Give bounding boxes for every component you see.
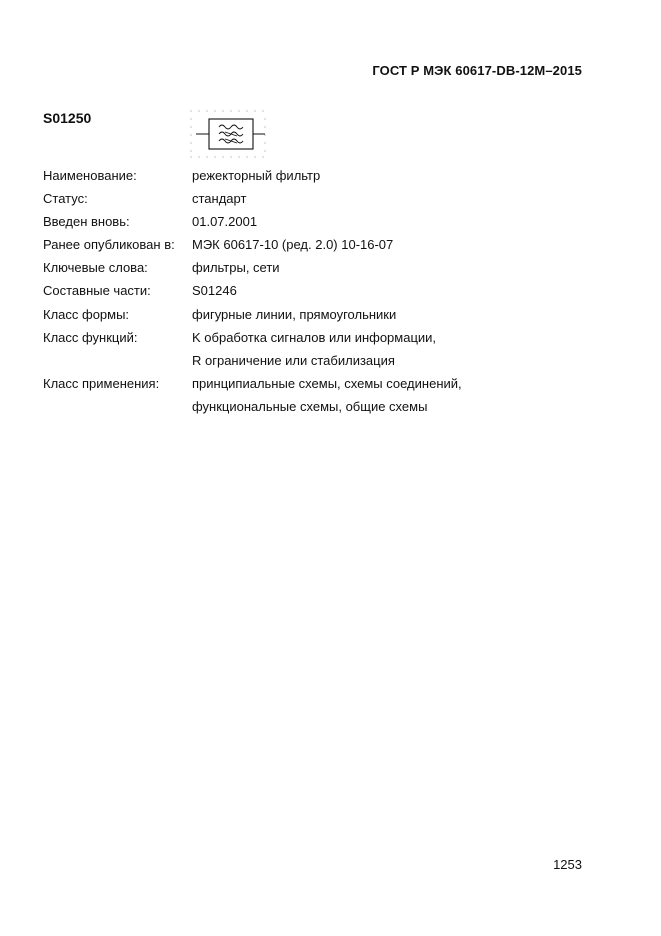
band-stop-filter-symbol-icon (190, 110, 270, 158)
property-value-line: фигурные линии, прямоугольники (192, 306, 397, 322)
property-label: Класс формы: (43, 306, 130, 322)
property-label: Наименование: (43, 168, 137, 183)
property-label: Класс применения: (43, 375, 160, 391)
property-value-line: 01.07.2001 (192, 214, 258, 230)
property-value-line: принципиальные схемы, схемы соединений, (192, 375, 462, 391)
symbol-properties (43, 164, 603, 418)
property-value-line: функциональные схемы, общие схемы (192, 398, 428, 414)
property-value-line: S01246 (192, 283, 237, 299)
property-row-components (43, 279, 603, 302)
property-value (192, 187, 603, 210)
property-value-line: R ограничение или стабилизация (192, 352, 395, 368)
property-row-status (43, 187, 603, 210)
property-label: Класс функций: (43, 329, 138, 345)
property-value-line: МЭК 60617-10 (ред. 2.0) 10-16-07 (192, 237, 394, 253)
property-label: Ключевые слова: (43, 260, 148, 276)
property-value (192, 372, 603, 418)
property-label: Составные части: (43, 283, 151, 299)
property-row-keywords (43, 256, 603, 279)
property-value-line: стандарт (192, 191, 247, 207)
property-label: Ранее опубликован в: (43, 237, 175, 253)
property-value-line: K обработка сигналов или информации, (192, 329, 437, 345)
property-row-function-class (43, 326, 603, 372)
property-label: Введен вновь: (43, 214, 130, 230)
property-row-name (43, 164, 603, 187)
property-value (192, 233, 603, 256)
document-standard-title: ГОСТ Р МЭК 60617-DB-12M–2015 (372, 63, 582, 78)
symbol-code: S01250 (43, 110, 92, 126)
property-row-previously-published (43, 233, 603, 256)
page-number: 1253 (553, 857, 582, 872)
property-value (192, 256, 603, 279)
property-row-introduced (43, 210, 603, 233)
property-value (192, 210, 603, 233)
property-row-application-class (43, 372, 603, 418)
property-value (192, 303, 603, 326)
property-label: Статус: (43, 191, 88, 207)
property-value (192, 279, 603, 302)
property-value-line: фильтры, сети (192, 260, 280, 276)
property-value (192, 164, 603, 187)
property-value (192, 326, 603, 372)
property-row-shape-class (43, 303, 603, 326)
property-value-line: режекторный фильтр (192, 168, 321, 183)
